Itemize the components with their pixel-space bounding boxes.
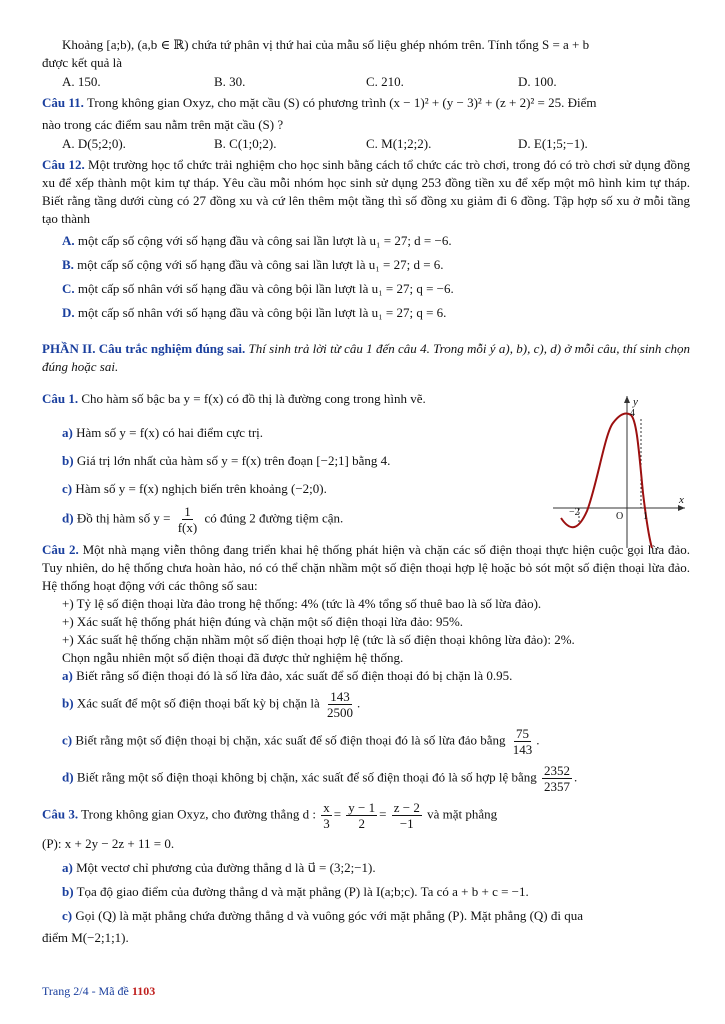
c2-text: Câu 2. Một nhà mạng viễn thông đang triển khai hệ thống phát hiện và chặn các số điện thoại thực hiện cuộc gọi lừa đảo. Tuy nhiên, do hệ thống chưa hoàn hảo, nó có thể chặn nhầm một số điện thoại hợp lệ hoặc bỏ sót một số điện thoại lừa đảo. Hệ thống hoạt động với các thông số sau: <box>42 542 691 593</box>
intro-text-2: được kết quả là <box>42 55 122 70</box>
fraction: $\frac{143}{2500}$ <box>327 689 354 720</box>
option-c[interactable]: C. một cấp số nhân với số hạng đầu và công bội lần lượt là u₁ = 27; q = −6. <box>62 281 454 296</box>
fraction: $\frac{2352}{2357}$ <box>544 763 571 794</box>
option-a[interactable]: A. 150. <box>62 74 101 89</box>
c1-c[interactable]: c) Hàm số y = f(x) nghịch biến trên khoảng (−2;0). <box>62 481 327 496</box>
q12-text: Câu 12. Một trường học tổ chức trải nghiệm cho học sinh bằng cách tổ chức các trò chơi, trong đó có trò chơi sử dụng đồng xu để xếp thành một kim tự tháp. Yêu cầu mỗi nhóm học sinh sử dụng 253 đồng tiền xu để xếp một mô hình kim tự tháp. Biết rằng tầng dưới cùng có 27 đồng xu và cứ lên thêm một tầng thì số đồng xu giảm đi 6 đồng. Tập hợp số xu ở mỗi tầng tạo thành <box>42 157 691 226</box>
c3-plane: (P): x + 2y − 2z + 11 = 0. <box>42 836 175 851</box>
tick-minus-2: −2 <box>569 507 580 518</box>
option-a[interactable]: A. một cấp số cộng với số hạng đầu và công sai lần lượt là u₁ = 27; d = −6. <box>62 233 452 248</box>
cubic-curve <box>561 413 652 548</box>
c3-a[interactable]: a) Một vectơ chỉ phương của đường thẳng d là u⃗ = (3;2;−1). <box>62 860 376 875</box>
q11-text-2: nào trong các điểm sau nằm trên mặt cầu (S) ? <box>42 117 284 132</box>
c2-c[interactable]: c) Biết rằng một số điện thoại bị chặn, xác suất để số điện thoại đó là số lừa đảo bằng $\frac{75}{143}$ . <box>62 726 540 757</box>
option-c[interactable]: C. 210. <box>366 74 404 89</box>
option-b[interactable]: B. 30. <box>214 74 246 89</box>
intro-options <box>62 74 690 90</box>
c3-text: Câu 3. Trong không gian Oxyz, cho đường thẳng d : $\frac{x}{3}$ = $\frac{y - 1}{2}$ = $\frac{z - 2}{-1}$ và mặt phẳng <box>42 800 498 831</box>
q11-text: Câu 11. Trong không gian Oxyz, cho mặt cầu (S) có phương trình (x − 1)² + (y − 3)² + (z + 2)² = 25. Điểm <box>42 95 597 110</box>
page-footer: Trang 2/4 - Mã đề 1103 <box>42 984 156 998</box>
option-c[interactable]: C. M(1;2;2). <box>366 136 432 151</box>
tick-1: 1 <box>643 511 648 522</box>
c3-c[interactable]: c) Gọi (Q) là mặt phẳng chứa đường thẳng d và vuông góc với mặt phẳng (P). Mặt phẳng (Q) đi qua <box>62 908 584 923</box>
fraction: $\frac{y - 1}{2}$ <box>348 800 376 831</box>
c3-c-cont: điểm M(−2;1;1). <box>42 930 129 945</box>
c1-d[interactable]: d) Đồ thị hàm số y = $\frac{1}{f(x)}$ có đúng 2 đường tiệm cận. <box>62 504 344 535</box>
option-a[interactable]: A. D(5;2;0). <box>62 136 126 151</box>
exam-code: 1103 <box>131 984 156 998</box>
option-b[interactable]: B. C(1;0;2). <box>214 136 277 151</box>
fraction: $\frac{1}{f(x)}$ <box>177 504 198 535</box>
c2-bullet-4: Chọn ngẫu nhiên một số điện thoại đã được thử nghiệm hệ thống. <box>62 650 404 665</box>
y-label: y <box>633 396 638 408</box>
option-b[interactable]: B. một cấp số cộng với số hạng đầu và công sai lần lượt là u₁ = 27; d = 6. <box>62 257 444 272</box>
option-d[interactable]: D. 100. <box>518 74 557 89</box>
part2-heading: PHẦN II. Câu trắc nghiệm đúng sai. Thí sinh trả lời từ câu 1 đến câu 4. Trong mỗi ý a), b), c), d) ở mỗi câu, thí sinh chọn đúng hoặc sai. <box>42 341 690 374</box>
x-label: x <box>679 494 684 506</box>
tick-4: 4 <box>630 408 635 419</box>
q11-options <box>62 136 690 152</box>
c3-b[interactable]: b) Tọa độ giao điểm của đường thẳng d và mặt phẳng (P) là I(a;b;c). Ta có a + b + c = −1. <box>62 884 529 899</box>
intro-text: Khoảng [a;b), (a,b ∈ ℝ) chứa tứ phân vị thứ hai của mẫu số liệu ghép nhóm trên. Tính tổng S = a + b <box>62 37 590 52</box>
c2-b[interactable]: b) Xác suất để một số điện thoại bất kỳ bị chặn là $\frac{143}{2500}$ . <box>62 689 361 720</box>
option-d[interactable]: D. một cấp số nhân với số hạng đầu và công bội lần lượt là u₁ = 27; q = 6. <box>62 305 447 320</box>
c2-bullet-1: +) Tỷ lệ số điện thoại lừa đảo trong hệ thống: 4% (tức là 4% tổng số thuê bao là số lừa đảo). <box>62 596 542 611</box>
option-d[interactable]: D. E(1;5;−1). <box>518 136 588 151</box>
cubic-graph <box>553 393 688 548</box>
c2-bullet-3: +) Xác suất hệ thống chặn nhầm một số điện thoại hợp lệ (tức là số điện thoại không lừa đảo): 2%. <box>62 632 575 647</box>
fraction: $\frac{z - 2}{-1}$ <box>393 800 420 831</box>
c2-a[interactable]: a) Biết rằng số điện thoại đó là số lừa đảo, xác suất để số điện thoại đó bị chặn là 0.95. <box>62 668 513 683</box>
fraction: $\frac{75}{143}$ <box>512 726 533 757</box>
fraction: $\frac{x}{3}$ <box>323 800 330 831</box>
q12-options <box>42 232 690 322</box>
c1-a[interactable]: a) Hàm số y = f(x) có hai điểm cực trị. <box>62 425 264 440</box>
y-arrow <box>624 396 630 403</box>
c1-b[interactable]: b) Giá trị lớn nhất của hàm số y = f(x) trên đoạn [−2;1] bằng 4. <box>62 453 391 468</box>
tick-origin: O <box>616 511 624 522</box>
c2-d[interactable]: d) Biết rằng một số điện thoại không bị chặn, xác suất để số điện thoại đó là số hợp lệ bằng $\frac{2352}{2357}$ . <box>62 763 578 794</box>
c2-bullet-2: +) Xác suất hệ thống phát hiện đúng và chặn một số điện thoại lừa đảo: 95%. <box>62 614 464 629</box>
c1-text: Câu 1. Cho hàm số bậc ba y = f(x) có đồ thị là đường cong trong hình vẽ. <box>42 391 426 406</box>
